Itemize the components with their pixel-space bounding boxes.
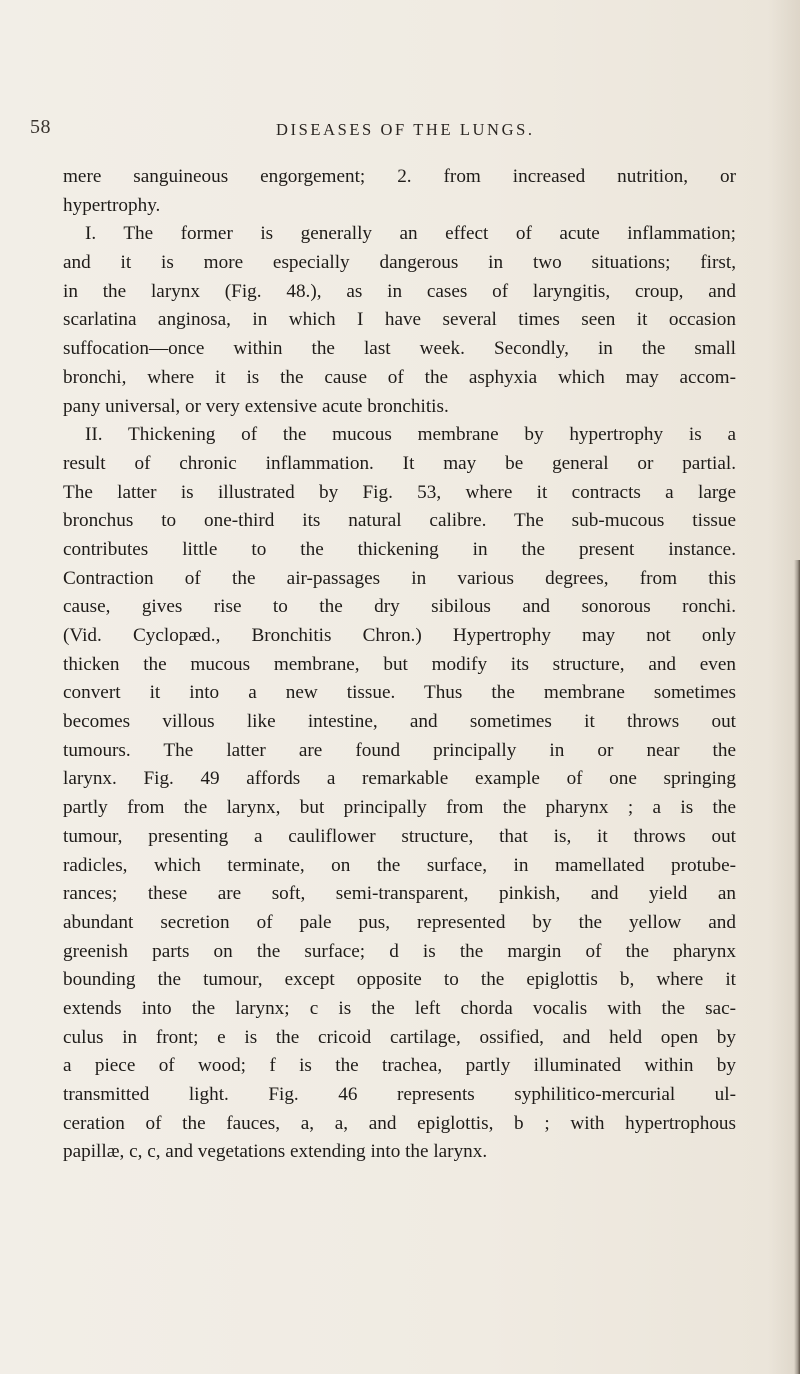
text-line: ceration of the fauces, a, a, and epiglottis, b ; with hypertrophous — [63, 1112, 736, 1134]
text-line: convert it into a new tissue. Thus the membrane sometimes — [63, 682, 736, 704]
text-line: greenish parts on the surface; d is the margin of the pharynx — [63, 940, 736, 962]
text-line: papillæ, c, c, and vegetations extending into the larynx. — [63, 1141, 488, 1163]
text-line: tumour, presenting a cauliflower structure, that is, it throws out — [63, 825, 736, 847]
text-line: radicles, which terminate, on the surface, in mamellated protube- — [63, 854, 736, 876]
text-line: becomes villous like intestine, and sometimes it throws out — [63, 711, 736, 733]
text-line: culus in front; e is the cricoid cartilage, ossified, and held open by — [63, 1026, 736, 1048]
text-line: The latter is illustrated by Fig. 53, where it contracts a large — [63, 481, 736, 503]
text-line: tumours. The latter are found principally in or near the — [63, 739, 736, 761]
text-line: scarlatina anginosa, in which I have several times seen it occasion — [63, 309, 736, 331]
text-line: pany universal, or very extensive acute bronchitis. — [63, 395, 449, 417]
text-line: II. Thickening of the mucous membrane by hypertrophy is a — [85, 424, 736, 446]
text-line: thicken the mucous membrane, but modify its structure, and even — [63, 653, 736, 675]
text-line: partly from the larynx, but principally from the pharynx ; a is the — [63, 797, 736, 819]
text-line: and it is more especially dangerous in two situations; first, — [63, 252, 736, 274]
text-line: Contraction of the air-passages in various degrees, from this — [63, 567, 736, 589]
text-line: bronchus to one-third its natural calibre. The sub-mucous tissue — [63, 510, 736, 532]
page-number: 58 — [30, 116, 51, 138]
text-line: mere sanguineous engorgement; 2. from increased nutrition, or — [63, 166, 736, 187]
text-line: cause, gives rise to the dry sibilous and sonorous ronchi. — [63, 596, 736, 618]
text-line: transmitted light. Fig. 46 represents syphilitico-mercurial ul- — [63, 1084, 736, 1105]
page-edge-shadow — [794, 560, 800, 1374]
text-line: a piece of wood; f is the trachea, partly illuminated within by — [63, 1055, 736, 1077]
text-line: result of chronic inflammation. It may be general or partial. — [63, 452, 736, 474]
text-line: hypertrophy. — [63, 194, 161, 216]
text-line: in the larynx (Fig. 48.), as in cases of laryngitis, croup, and — [63, 280, 736, 302]
text-line: abundant secretion of pale pus, represented by the yellow and — [63, 911, 736, 933]
text-line: bronchi, where it is the cause of the asphyxia which may accom- — [63, 366, 736, 388]
text-line: extends into the larynx; c is the left chorda vocalis with the sac- — [63, 997, 736, 1019]
text-line: larynx. Fig. 49 affords a remarkable example of one springing — [63, 768, 736, 790]
text-line: I. The former is generally an effect of acute inflammation; — [85, 223, 736, 245]
text-line: bounding the tumour, except opposite to the epiglottis b, where it — [63, 969, 736, 991]
text-line: suffocation—once within the last week. Secondly, in the small — [63, 338, 736, 360]
running-head: DISEASES OF THE LUNGS. — [276, 120, 535, 139]
text-line: rances; these are soft, semi-transparent, pinkish, and yield an — [63, 883, 736, 905]
text-line: (Vid. Cyclopæd., Bronchitis Chron.) Hypertrophy may not only — [63, 625, 736, 646]
body-text — [63, 163, 736, 1167]
text-line: contributes little to the thickening in the present instance. — [63, 538, 736, 560]
